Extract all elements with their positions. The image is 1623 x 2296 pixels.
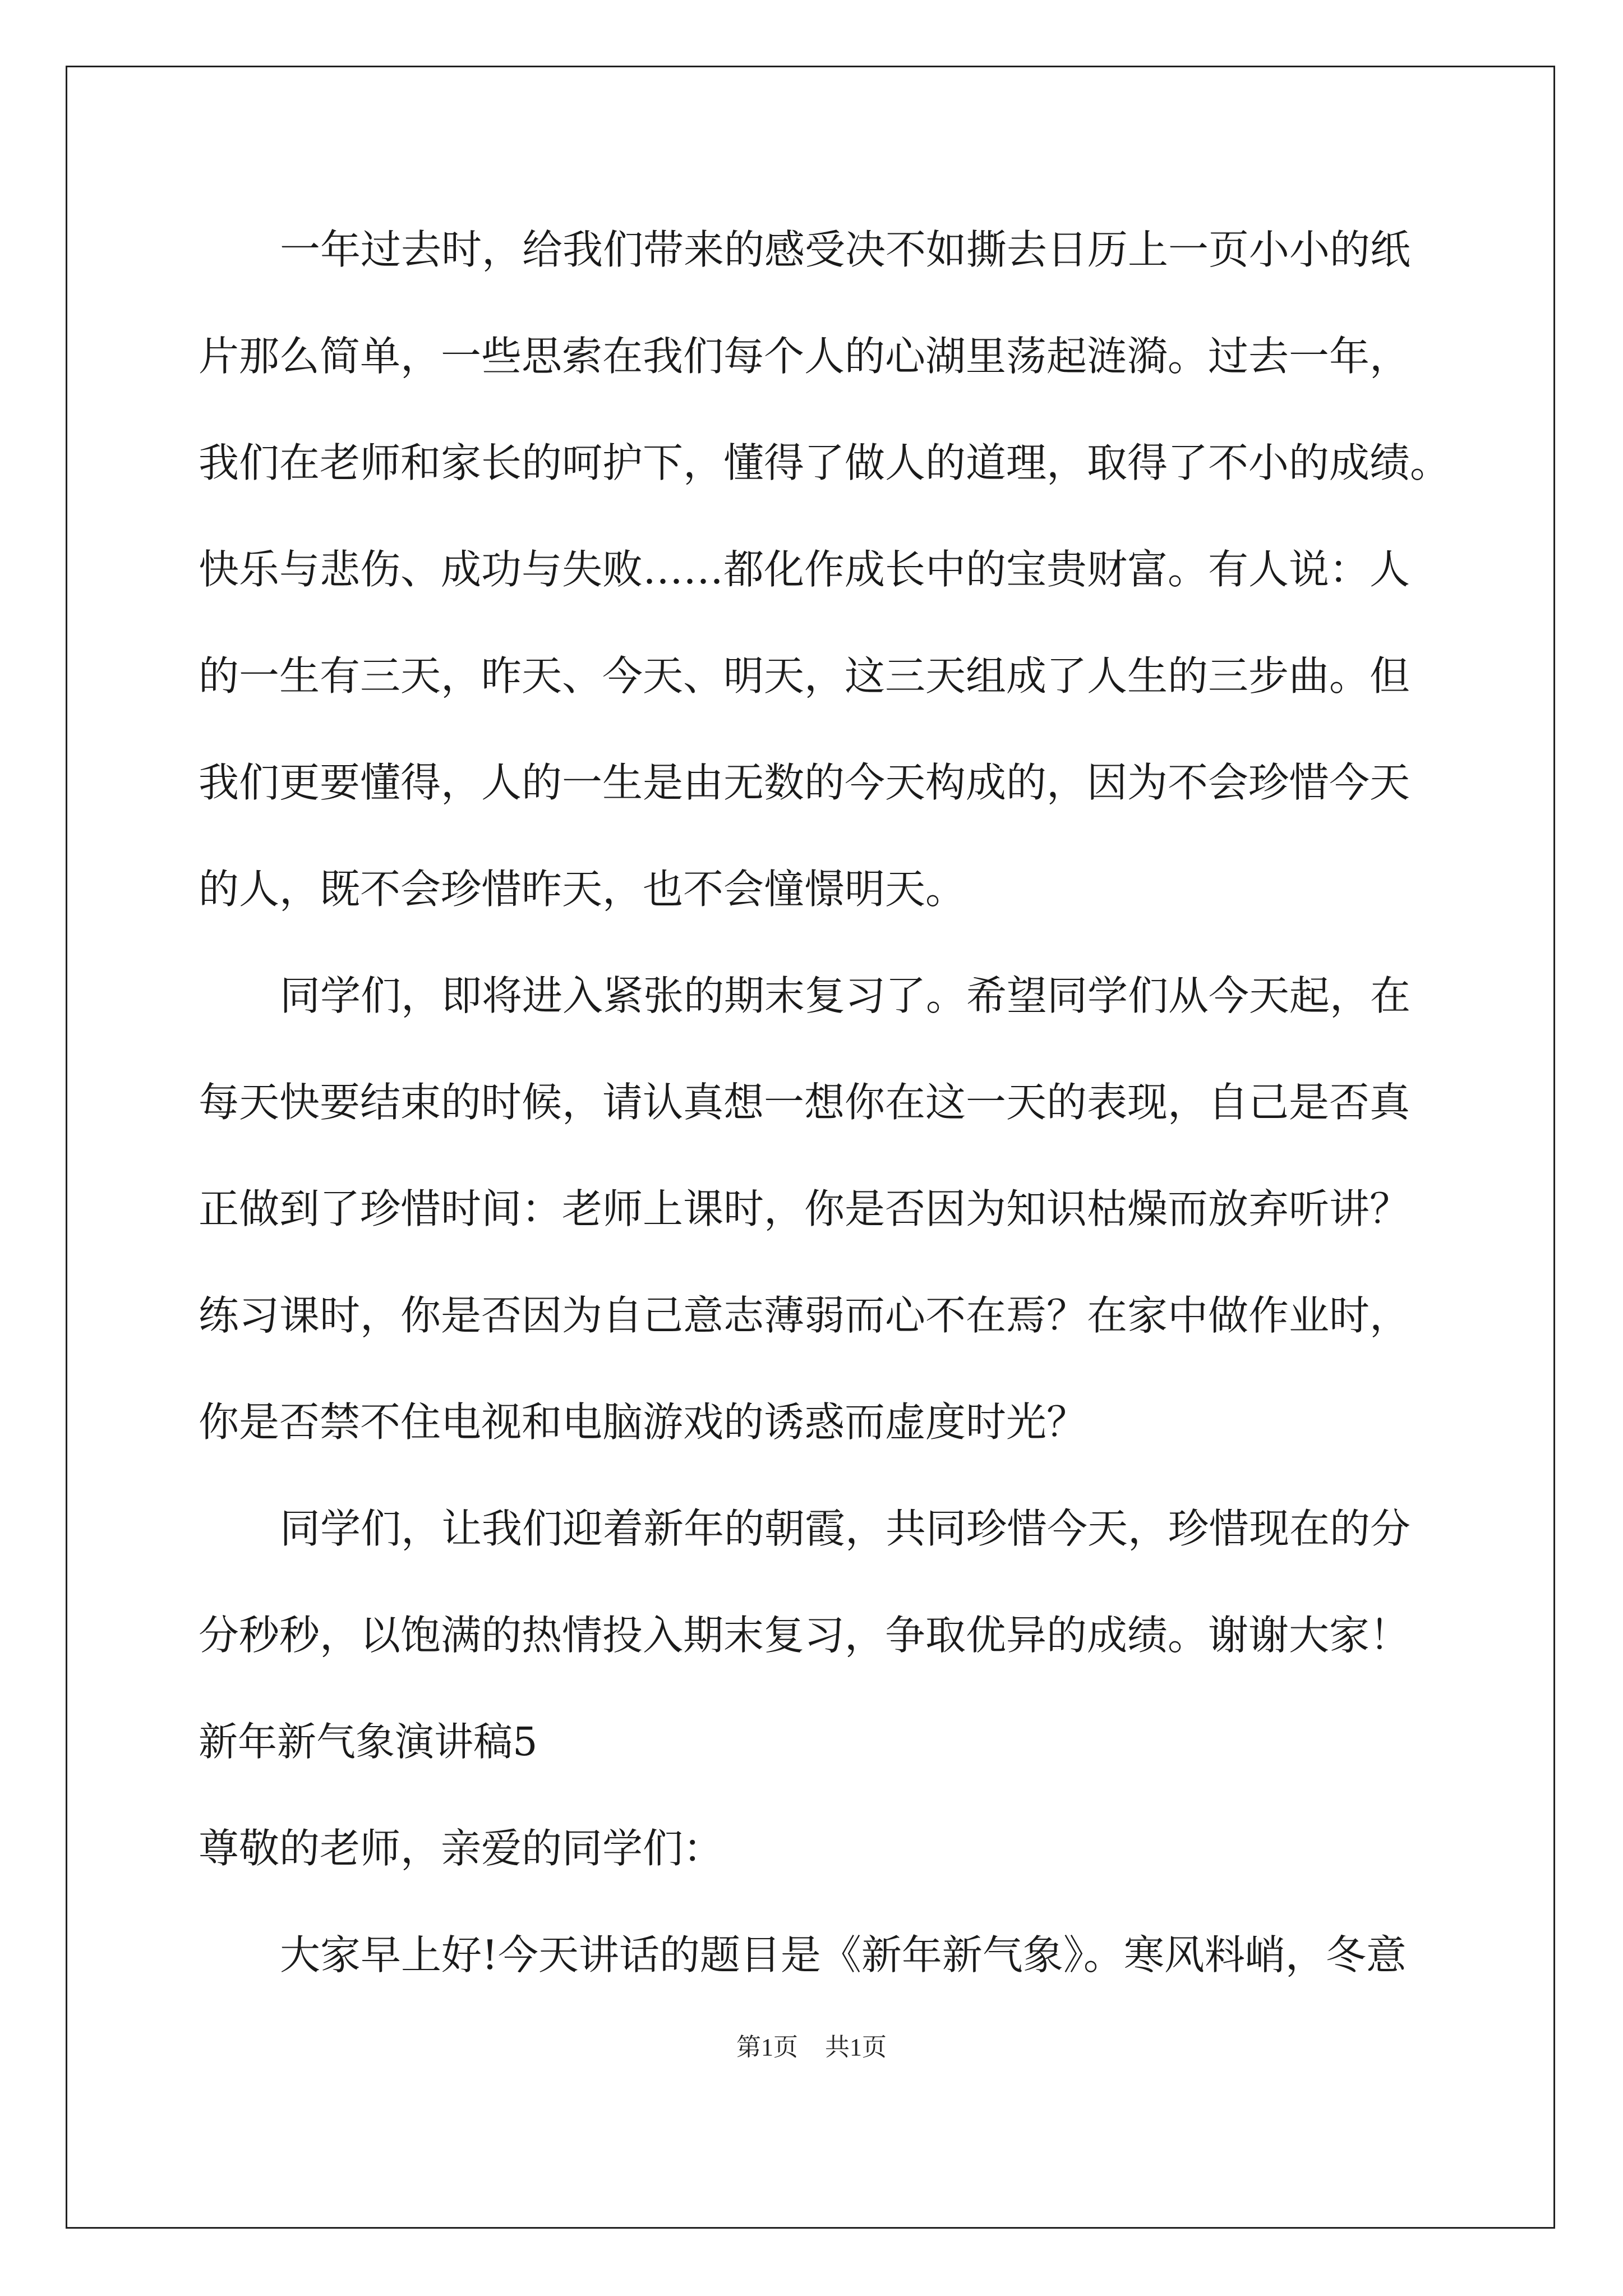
page-number: 第1页: [736, 2033, 798, 2061]
text-line: 一年过去时，给我们带来的感受决不如撕去日历上一页小小的纸: [280, 226, 1411, 273]
text-line: 我们更要懂得，人的一生是由无数的今天构成的，因为不会珍惜今天: [199, 759, 1410, 806]
section-heading: 新年新气象演讲稿5: [199, 1719, 538, 1765]
salutation-line: 尊敬的老师，亲爱的同学们：: [199, 1825, 724, 1872]
text-line: 大家早上好!今天讲话的题目是《新年新气象》。寒风料峭，冬意: [280, 1931, 1407, 1978]
text-line: 的一生有三天，昨天、今天、明天，这三天组成了人生的三步曲。但: [199, 652, 1410, 700]
text-line: 片那么简单，一些思索在我们每个人的心湖里荡起涟漪。过去一年，: [199, 333, 1410, 380]
text-line: 快乐与悲伤、成功与失败……都化作成长中的宝贵财富。有人说：人: [199, 546, 1410, 593]
text-line: 同学们，即将进入紧张的期末复习了。希望同学们从今天起，在: [280, 972, 1411, 1019]
text-line: 分秒秒，以饱满的热情投入期末复习，争取优异的成绩。谢谢大家！: [199, 1612, 1410, 1659]
text-line: 同学们，让我们迎着新年的朝霞，共同珍惜今天，珍惜现在的分: [280, 1505, 1411, 1552]
text-line: 练习课时，你是否因为自己意志薄弱而心不在焉？在家中做作业时，: [199, 1292, 1410, 1339]
text-line: 每天快要结束的时候，请认真想一想你在这一天的表现，自己是否真: [199, 1079, 1410, 1126]
page-total: 共1页: [825, 2033, 887, 2061]
text-line: 的人，既不会珍惜昨天，也不会憧憬明天。: [199, 866, 966, 913]
page-footer: [0, 2031, 1623, 2064]
text-line: 正做到了珍惜时间：老师上课时，你是否因为知识枯燥而放弃听讲？: [199, 1185, 1410, 1232]
page-border: [66, 66, 1555, 2229]
text-line: 你是否禁不住电视和电脑游戏的诱惑而虚度时光？: [199, 1398, 1087, 1446]
text-line: 我们在老师和家长的呵护下，懂得了做人的道理，取得了不小的成绩。: [199, 439, 1451, 486]
